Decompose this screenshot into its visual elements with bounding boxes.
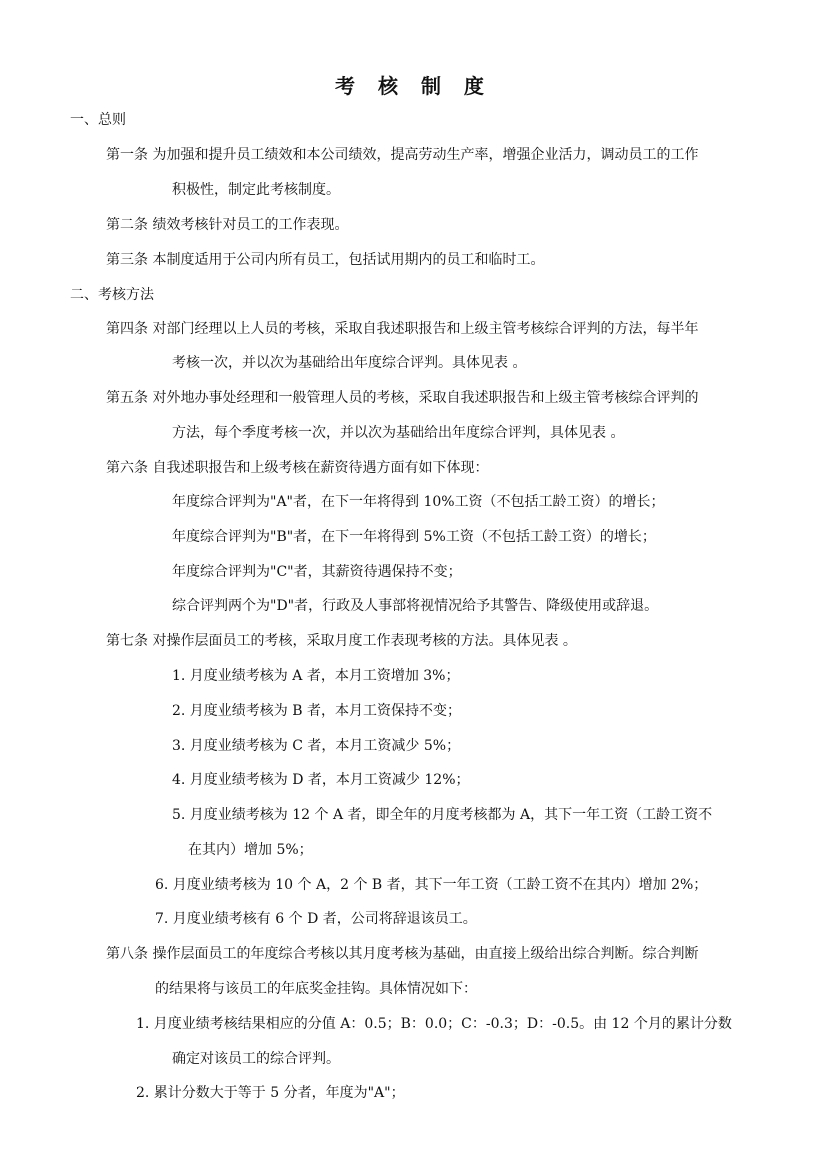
article-7-item: 3. 月度业绩考核为 C 者，本月工资减少 5%；	[172, 738, 461, 754]
article-4-line-1: 第四条 对部门经理以上人员的考核，采取自我述职报告和上级主管考核综合评判的方法，每半年	[106, 321, 699, 337]
article-7-item: 4. 月度业绩考核为 D 者，本月工资减少 12%；	[172, 772, 470, 788]
article-6-item: 综合评判两个为"D"者，行政及人事部将视情况给予其警告、降级使用或辞退。	[172, 598, 659, 614]
page-title: 考 核 制 度	[335, 74, 492, 98]
section-heading-general: 一、总则	[70, 112, 126, 128]
article-7-item: 5. 月度业绩考核为 12 个 A 者，即全年的月度考核都为 A，其下一年工资（工龄工资不	[172, 807, 713, 823]
section-heading-methods: 二、考核方法	[70, 287, 154, 303]
article-1-line-2: 积极性，制定此考核制度。	[172, 182, 340, 198]
article-7-item: 6. 月度业绩考核为 10 个 A，2 个 B 者，其下一年工资（工龄工资不在其内）增加 2%；	[155, 877, 708, 893]
article-1-line-1: 第一条 为加强和提升员工绩效和本公司绩效，提高劳动生产率，增强企业活力，调动员工的工作	[106, 147, 699, 163]
article-6-item: 年度综合评判为"C"者，其薪资待遇保持不变；	[172, 564, 462, 580]
article-8-item-1-line-2: 确定对该员工的综合评判。	[172, 1051, 340, 1067]
article-3: 第三条 本制度适用于公司内所有员工，包括试用期内的员工和临时工。	[106, 252, 545, 268]
article-2: 第二条 绩效考核针对员工的工作表现。	[106, 217, 349, 233]
article-5-line-1: 第五条 对外地办事处经理和一般管理人员的考核，采取自我述职报告和上级主管考核综合评判的	[106, 390, 699, 406]
article-7-item: 1. 月度业绩考核为 A 者，本月工资增加 3%；	[172, 668, 460, 684]
article-8-item-1-line-1: 1. 月度业绩考核结果相应的分值 A：0.5；B：0.0；C：-0.3；D：-0.5。由 12 个月的累计分数	[136, 1016, 732, 1032]
article-5-line-2: 方法，每个季度考核一次，并以次为基础给出年度综合评判，具体见表 。	[172, 425, 625, 441]
article-7-item: 7. 月度业绩考核有 6 个 D 者，公司将辞退该员工。	[155, 911, 477, 927]
article-6: 第六条 自我述职报告和上级考核在薪资待遇方面有如下体现：	[106, 460, 489, 476]
article-7: 第七条 对操作层面员工的考核，采取月度工作表现考核的方法。具体见表 。	[106, 633, 577, 649]
article-8-item-2: 2. 累计分数大于等于 5 分者，年度为"A"；	[136, 1085, 405, 1101]
article-8-line-2: 的结果将与该员工的年底奖金挂钩。具体情况如下：	[155, 981, 477, 997]
article-7-item: 2. 月度业绩考核为 B 者，本月工资保持不变；	[172, 703, 461, 719]
article-7-item-5-line-2: 在其内）增加 5%；	[188, 842, 313, 858]
article-6-item: 年度综合评判为"A"者，在下一年将得到 10%工资（不包括工龄工资）的增长；	[172, 494, 665, 510]
article-4-line-2: 考核一次，并以次为基础给出年度综合评判。具体见表 。	[172, 355, 527, 371]
article-6-item: 年度综合评判为"B"者，在下一年将得到 5%工资（不包括工龄工资）的增长；	[172, 529, 656, 545]
article-8-line-1: 第八条 操作层面员工的年度综合考核以其月度考核为基础，由直接上级给出综合判断。综合判断	[106, 946, 699, 962]
